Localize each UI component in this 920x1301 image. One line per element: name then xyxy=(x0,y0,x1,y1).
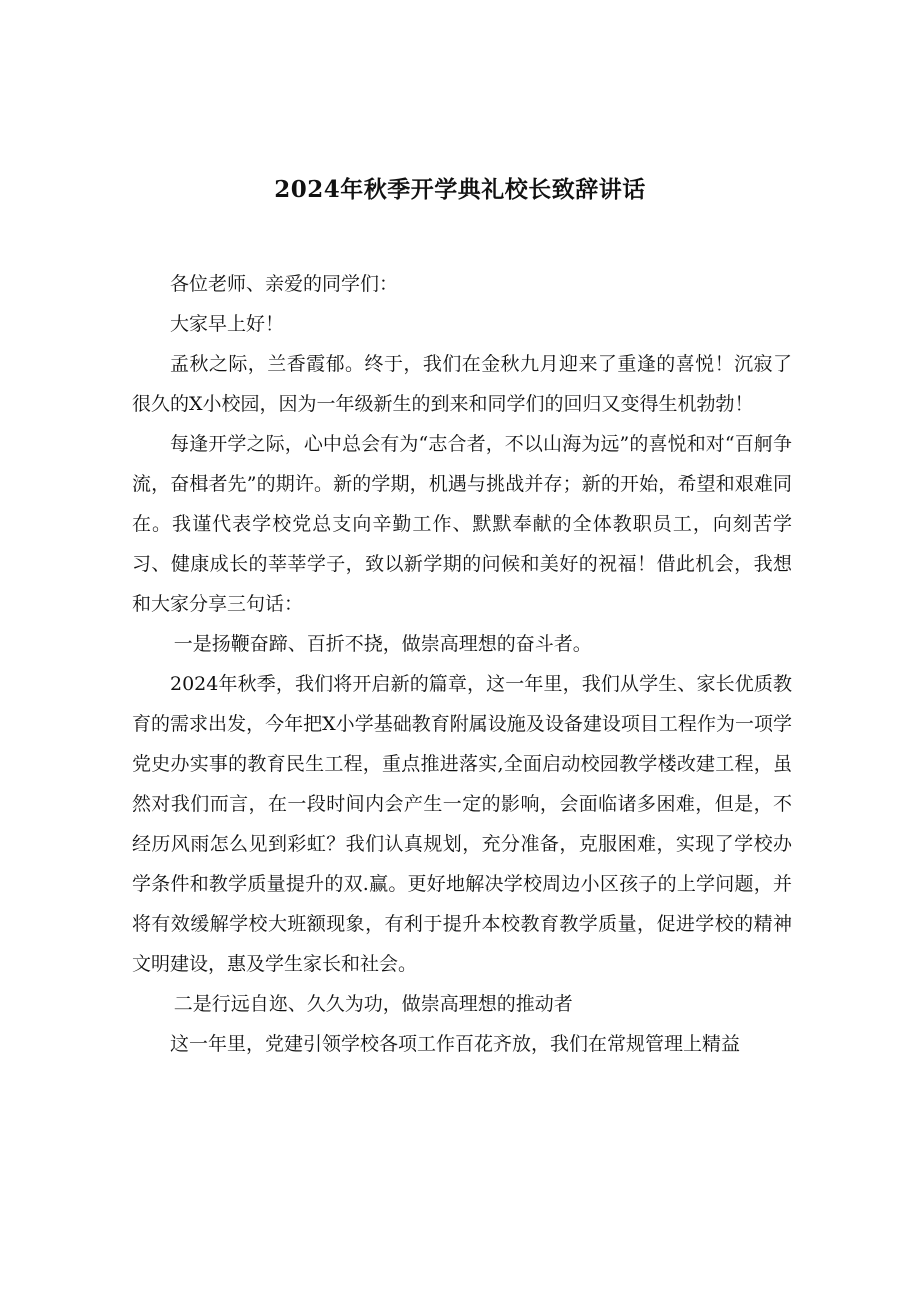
document-title: 2024年秋季开学典礼校长致辞讲话 xyxy=(274,176,646,203)
paragraph-point-one-detail: 2024年秋季，我们将开启新的篇章，这一年里，我们从学生、家长优质教育的需求出发，今年把X小学基础教育附属设施及设备建设项目工程作为一项学党史办实事的教育民生工程，重点推进落实,全面启动校园教学楼改建工程，虽然对我们而言，在一段时间内会产生一定的影响，会面临诸多困难，但是，不经历风雨怎么见到彩虹？我们认真规划，充分准备，克服困难，实现了学校办学条件和教学质量提升的双.赢。更好地解决学校周边小区孩子的上学问题，并将有效缓解学校大班额现象，有利于提升本校教育教学质量，促进学校的精神文明建设，惠及学生家长和社会。 xyxy=(132,673,792,975)
paragraph-point-two-detail: 这一年里，党建引领学校各项工作百花齐放，我们在常规管理上精益 xyxy=(170,1033,741,1055)
paragraph-salutation: 各位老师、亲爱的同学们： xyxy=(170,273,399,295)
document-body xyxy=(132,264,792,1064)
paragraph-point-one: 一是扬鞭奋蹄、百折不挠，做崇高理想的奋斗者。 xyxy=(173,633,592,655)
paragraph-opening: 孟秋之际，兰香霞郁。终于，我们在金秋九月迎来了重逢的喜悦！沉寂了很久的X小校园，因为一年级新生的到来和同学们的回归又变得生机勃勃！ xyxy=(132,353,792,415)
paragraph-point-two: 二是行远自迩、久久为功，做崇高理想的推动者 xyxy=(173,993,573,1015)
paragraph-greeting: 大家早上好！ xyxy=(170,313,285,335)
paragraph-wishes: 每逢开学之际，心中总会有为“志合者，不以山海为远”的喜悦和对“百舸争流，奋楫者先”的期许。新的学期，机遇与挑战并存；新的开始，希望和艰难同在。我谨代表学校党总支向辛勤工作、默默奉献的全体教职员工，向刻苦学习、健康成长的莘莘学子，致以新学期的问候和美好的祝福！借此机会，我想和大家分享三句话： xyxy=(132,433,792,615)
